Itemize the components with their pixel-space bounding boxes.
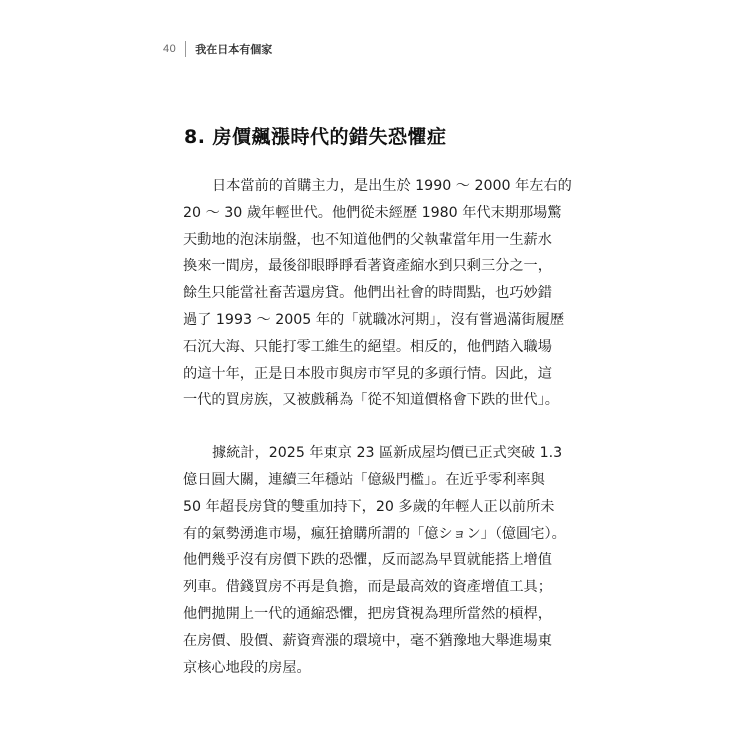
text-line: 有的氣勢湧進市場，瘋狂搶購所謂的「億ション」（億圓宅）。 (183, 525, 566, 542)
header-divider (185, 41, 186, 57)
book-title: 我在日本有個家 (195, 43, 273, 56)
text-line: 天動地的泡沫崩盤，也不知道他們的父執輩當年用一生薪水 (183, 231, 552, 248)
text-line: 他們拋開上一代的通縮恐懼，把房貸視為理所當然的槓桿， (183, 605, 552, 622)
page-number: 40 (163, 43, 177, 55)
text-line: 據統計，2025 年東京 23 區新成屋均價已正式突破 1.3 (212, 445, 563, 462)
paragraph-2 (183, 440, 566, 681)
body-text (183, 173, 572, 681)
text-line: 日本當前的首購主力，是出生於 1990 ～ 2000 年左右的 (212, 178, 572, 194)
text-line: 京核心地段的房屋。 (183, 659, 311, 676)
text-line: 在房價、股價、薪資齊漲的環境中，毫不猶豫地大舉進場東 (183, 632, 552, 649)
paragraph-spacer (183, 414, 553, 440)
text-line: 億日圓大關，連續三年穩站「億級門檻」。在近乎零利率與 (183, 471, 545, 488)
text-line: 換來一間房，最後卻眼睜睜看著資產縮水到只剩三分之一， (183, 258, 552, 275)
text-line: 列車。借錢買房不再是負擔，而是最高效的資產增值工具； (183, 579, 552, 596)
chapter-heading: 8. 房價飆漲時代的錯失恐懼症 (184, 126, 447, 148)
text-line: 的這十年，正是日本股市與房市罕見的多頭行情。因此，這 (183, 365, 552, 382)
running-header (163, 40, 272, 58)
text-line: 一代的買房族，又被戲稱為「從不知道價格會下跌的世代」。 (183, 392, 559, 409)
text-line: 石沉大海、只能打零工維生的絕望。相反的，他們踏入職場 (183, 338, 552, 355)
text-line: 過了 1993 ～ 2005 年的「就職冰河期」，沒有嘗過滿街履歷 (183, 311, 565, 328)
text-line: 餘生只能當社畜苦還房貸。他們出社會的時間點，也巧妙錯 (183, 285, 552, 302)
text-line: 他們幾乎沒有房價下跌的恐懼，反而認為早買就能搭上增值 (183, 552, 552, 569)
text-line: 20 ～ 30 歲年輕世代。他們從未經歷 1980 年代末期那場驚 (183, 204, 562, 221)
text-line: 50 年超長房貸的雙重加持下，20 多歲的年輕人正以前所未 (183, 498, 555, 515)
paragraph-1 (183, 173, 572, 414)
